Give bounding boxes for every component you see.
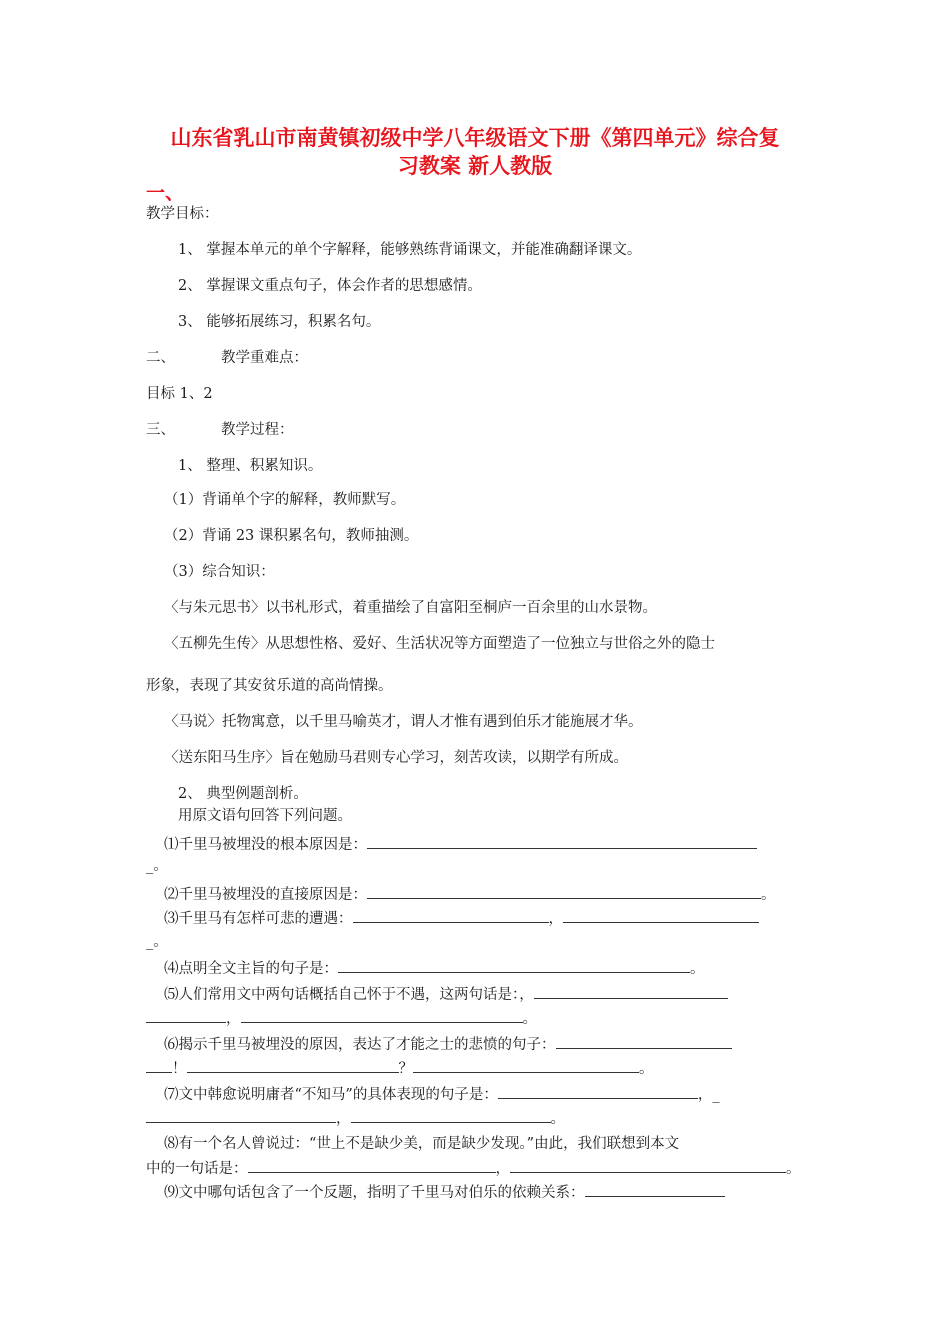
answer-blank xyxy=(413,1058,639,1073)
process-sub-2: （2）背诵 23 课积累名句，教师抽测。 xyxy=(164,528,419,544)
section-two-number: 二、 xyxy=(146,350,175,366)
answer-blank xyxy=(498,1084,698,1099)
question-7-end: 。 xyxy=(550,1111,565,1127)
answer-blank xyxy=(367,834,757,849)
question-7-text: ⑺文中韩愈说明庸者“不知马”的具体表现的句子是： xyxy=(164,1087,498,1103)
question-8-lead: 中的一句话是： xyxy=(146,1161,248,1177)
question-7-cont xyxy=(146,1108,565,1129)
section-two-content: 目标 1、2 xyxy=(146,386,213,402)
answer-blank xyxy=(585,1182,725,1197)
question-1-end: _。 xyxy=(146,858,168,874)
question-5-mid: ， xyxy=(226,1011,241,1027)
knowledge-text-2-cont: 形象，表现了其安贫乐道的高尚情操。 xyxy=(146,678,393,694)
answer-blank xyxy=(510,1158,786,1173)
question-4 xyxy=(164,958,705,979)
question-6-a: ！ xyxy=(172,1061,187,1077)
question-7-mid2: ， xyxy=(336,1111,351,1127)
knowledge-text-2: 〈五柳先生传〉从思想性格、爱好、生活状况等方面塑造了一位独立与世俗之外的隐士 xyxy=(164,636,715,652)
question-8-end: 。 xyxy=(786,1161,801,1177)
question-7 xyxy=(164,1084,720,1105)
question-8-cont xyxy=(146,1158,801,1179)
answer-blank xyxy=(187,1058,399,1073)
answer-blank xyxy=(146,1108,336,1123)
answer-blank xyxy=(338,958,690,973)
document-title-line1: 山东省乳山市南黄镇初级中学八年级语文下册《第四单元》综合复 xyxy=(170,126,780,150)
question-8: ⑻有一个名人曾说过：“世上不是缺少美，而是缺少发现。”由此，我们联想到本文 xyxy=(164,1136,680,1152)
knowledge-text-3: 〈马说〉托物寓意，以千里马喻英才，谓人才惟有遇到伯乐才能施展才华。 xyxy=(164,714,643,730)
answer-blank xyxy=(367,884,761,899)
question-6-end: 。 xyxy=(639,1061,654,1077)
question-3 xyxy=(164,908,759,929)
question-1-text: ⑴千里马被埋没的根本原因是： xyxy=(164,837,367,853)
objectives-heading: 教学目标： xyxy=(146,206,219,222)
objective-item-2: 2、 掌握课文重点句子，体会作者的思想感情。 xyxy=(178,278,482,294)
knowledge-text-1: 〈与朱元思书〉以书札形式，着重描绘了自富阳至桐庐一百余里的山水景物。 xyxy=(164,600,657,616)
question-8-mid: ， xyxy=(495,1161,510,1177)
section-three-label: 教学过程： xyxy=(221,422,294,438)
section-two-heading xyxy=(146,348,308,368)
answer-blank xyxy=(556,1034,732,1049)
question-7-mid: ，_ xyxy=(697,1087,720,1103)
question-6 xyxy=(164,1034,732,1055)
answer-blank xyxy=(146,1008,226,1023)
question-6-b: ？ xyxy=(398,1061,413,1077)
document-title-line2: 习教案 新人教版 xyxy=(397,154,553,178)
answer-blank xyxy=(563,908,759,923)
question-5 xyxy=(164,984,728,1005)
process-step-1: 1、 整理、积累知识。 xyxy=(178,458,323,474)
question-3-mid: ， xyxy=(548,911,563,927)
process-sub-1: （1）背诵单个字的解释，教师默写。 xyxy=(164,492,406,508)
answer-blank xyxy=(146,1058,172,1073)
knowledge-text-4: 〈送东阳马生序〉旨在勉励马君则专心学习，刻苦攻读，以期学有所成。 xyxy=(164,750,628,766)
answer-blank xyxy=(241,1008,523,1023)
answer-blank xyxy=(351,1108,551,1123)
question-1 xyxy=(164,834,757,855)
section-three-heading xyxy=(146,420,294,440)
question-instruction: 用原文语句回答下列问题。 xyxy=(178,808,352,824)
question-2 xyxy=(164,884,776,905)
answer-blank xyxy=(248,1158,496,1173)
question-4-end: 。 xyxy=(690,961,705,977)
question-6-cont xyxy=(146,1058,654,1079)
question-4-text: ⑷点明全文主旨的句子是： xyxy=(164,961,338,977)
question-9 xyxy=(164,1182,725,1203)
answer-blank xyxy=(534,984,728,999)
process-step-2: 2、 典型例题剖析。 xyxy=(178,786,308,802)
objective-item-1: 1、 掌握本单元的单个字解释，能够熟练背诵课文，并能准确翻译课文。 xyxy=(178,242,642,258)
section-three-number: 三、 xyxy=(146,422,175,438)
question-2-end: 。 xyxy=(761,887,776,903)
objective-item-3: 3、 能够拓展练习，积累名句。 xyxy=(178,314,381,330)
answer-blank xyxy=(353,908,549,923)
question-5-end: 。 xyxy=(522,1011,537,1027)
question-6-text: ⑹揭示千里马被埋没的原因，表达了才能之士的悲愤的句子： xyxy=(164,1037,556,1053)
question-2-text: ⑵千里马被埋没的直接原因是： xyxy=(164,887,367,903)
question-3-end: _。 xyxy=(146,934,168,950)
section-two-label: 教学重难点： xyxy=(221,350,308,366)
question-5-text: ⑸人们常用文中两句话概括自己怀于不遇，这两句话是：， xyxy=(164,987,534,1003)
question-3-text: ⑶千里马有怎样可悲的遭遇： xyxy=(164,911,353,927)
section-one-marker: 一、 xyxy=(146,182,185,204)
process-sub-3: （3）综合知识： xyxy=(164,564,275,580)
question-5-cont xyxy=(146,1008,537,1029)
question-9-text: ⑼文中哪句话包含了一个反题，指明了千里马对伯乐的依赖关系： xyxy=(164,1185,585,1201)
